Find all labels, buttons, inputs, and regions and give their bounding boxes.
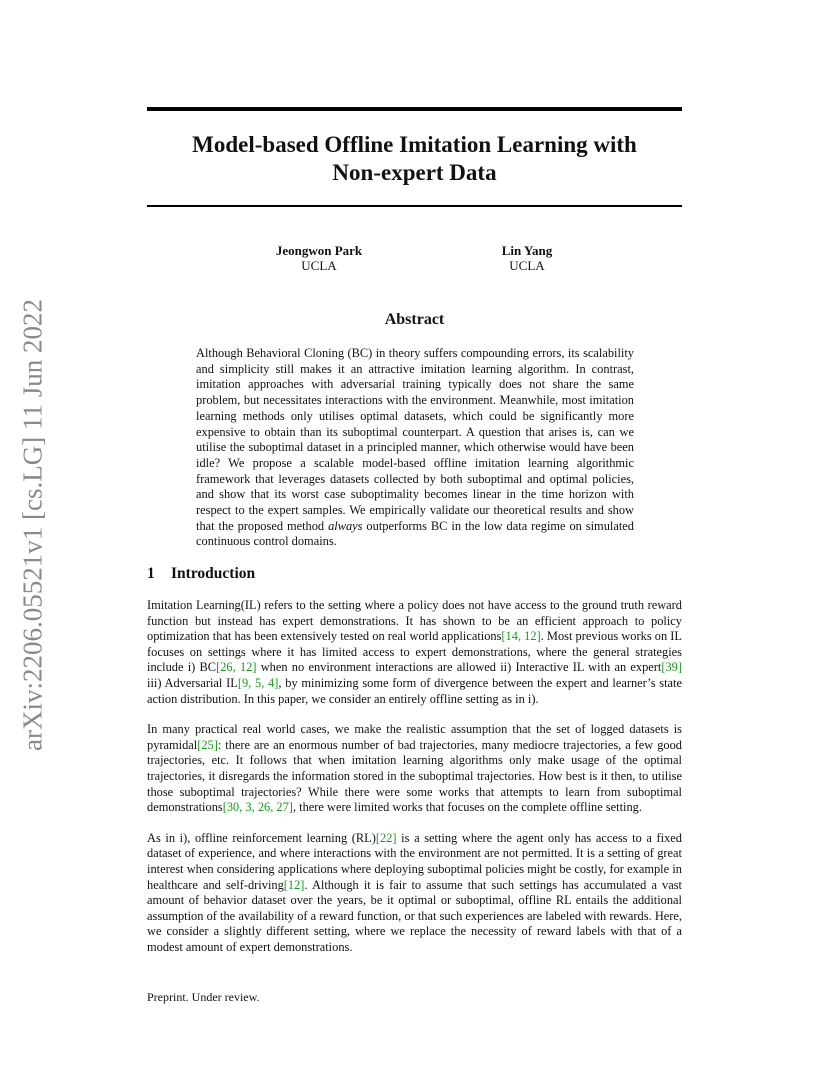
citation-link[interactable]: [39] — [661, 660, 683, 675]
citation-link[interactable]: [14, 12] — [501, 629, 541, 644]
author-affiliation: UCLA — [509, 258, 545, 273]
paragraph-2: In many practical real world cases, we make the realistic assumption that the set of logged datasets is pyramidal[25]: there are an enormous number of bad trajectories, many mediocre trajectories, a few good trajectories, etc. It follows that when imitation learning algorithms only make usage of the optimal trajectories, it disregards the information stored in the suboptimal trajectories. How best is it then, to utilise those suboptimal trajectories? While there were some works that attempts to learn from suboptimal demonstrations[30, 3, 26, 27], there were limited works that focuses on the complete offline setting. — [147, 722, 682, 815]
author-block-1 — [219, 243, 419, 273]
title-line-1: Model-based Offline Imitation Learning with — [192, 132, 637, 157]
title-line-2: Non-expert Data — [332, 160, 497, 185]
section-number: 1 — [147, 565, 155, 582]
section-title: Introduction — [171, 565, 256, 582]
author-name: Jeongwon Park — [275, 243, 363, 258]
footer-note: Preprint. Under review. — [147, 990, 260, 1004]
abstract-text: Although Behavioral Cloning (BC) in theory suffers compounding errors, its scalability and simplicity still makes it an attractive imitation learning algorithm. In contrast, imitation approaches with adversarial training typically does not share the same problem, but necessitates interactions with the environment. Meanwhile, most imitation learning methods only utilises optimal datasets, which could be significantly more expensive to obtain than its suboptimal counterpart. A question that arises is, can we utilise the suboptimal dataset in a principled manner, which otherwise would have been idle? We propose a scalable model-based offline imitation learning algorithmic framework that leverages datasets collected by both suboptimal and optimal policies, and show that its worst case suboptimality becomes linear in the time horizon with respect to the expert samples. We empirically validate our theoretical results and show that the proposed method always outperforms BC in the low data regime on simulated continuous control domains. — [196, 346, 634, 549]
emphasis: always — [328, 518, 363, 533]
citation-link[interactable]: [9, 5, 4] — [237, 675, 279, 690]
arxiv-identifier: arXiv:2206.05521v1 [cs.LG] 11 Jun 2022 — [17, 299, 48, 751]
citation-link[interactable]: [22] — [375, 830, 397, 845]
section-heading-introduction — [147, 565, 255, 583]
citation-link[interactable]: [26, 12] — [216, 660, 257, 675]
paragraph-3: As in i), offline reinforcement learning (RL)[22] is a setting where the agent only has access to a fixed dataset of experience, and where interactions with the environment are not permitted. It is a setting of great interest when considering applications where deploying suboptimal policies might be costly, for example in healthcare and self-driving[12]. Although it is fair to assume that such settings has accumulated a vast amount of behavior dataset over the years, be it optimal or suboptimal, offline RL entails the additional assumption of the availability of a reward function, or that such experiences are labeled with rewards. Here, we consider a slightly different setting, where we replace the necessity of reward labels with that of a modest amount of expert demonstrations. — [147, 830, 683, 954]
paragraph-1: Imitation Learning(IL) refers to the setting where a policy does not have access to the ground truth reward function but instead has expert demonstrations. It has shown to be an efficient approach to policy optimization that has been extensively tested on real world applications[14, 12]. Most previous works on IL focuses on settings where it has limited access to expert demonstrations, where the general strategies include i) BC[26, 12] when no environment interactions are allowed ii) Interactive IL with an expert[39] iii) Adversarial IL[9, 5, 4], by minimizing some form of divergence between the expert and learner’s state action distribution. In this paper, we consider an entirely offline setting as in i). — [147, 598, 683, 706]
author-name: Lin Yang — [501, 243, 553, 258]
paper-title — [147, 131, 682, 187]
abstract-heading: Abstract — [384, 311, 445, 328]
title-top-rule — [147, 107, 682, 111]
author-block-2 — [427, 243, 627, 273]
citation-link[interactable]: [12] — [283, 877, 305, 892]
title-bottom-rule — [147, 205, 682, 207]
citation-link[interactable]: [30, 3, 26, 27] — [222, 800, 293, 815]
author-affiliation: UCLA — [301, 258, 337, 273]
citation-link[interactable]: [25] — [197, 737, 218, 752]
introduction-body — [147, 598, 682, 970]
arxiv-sidebar-stamp — [16, 290, 50, 760]
